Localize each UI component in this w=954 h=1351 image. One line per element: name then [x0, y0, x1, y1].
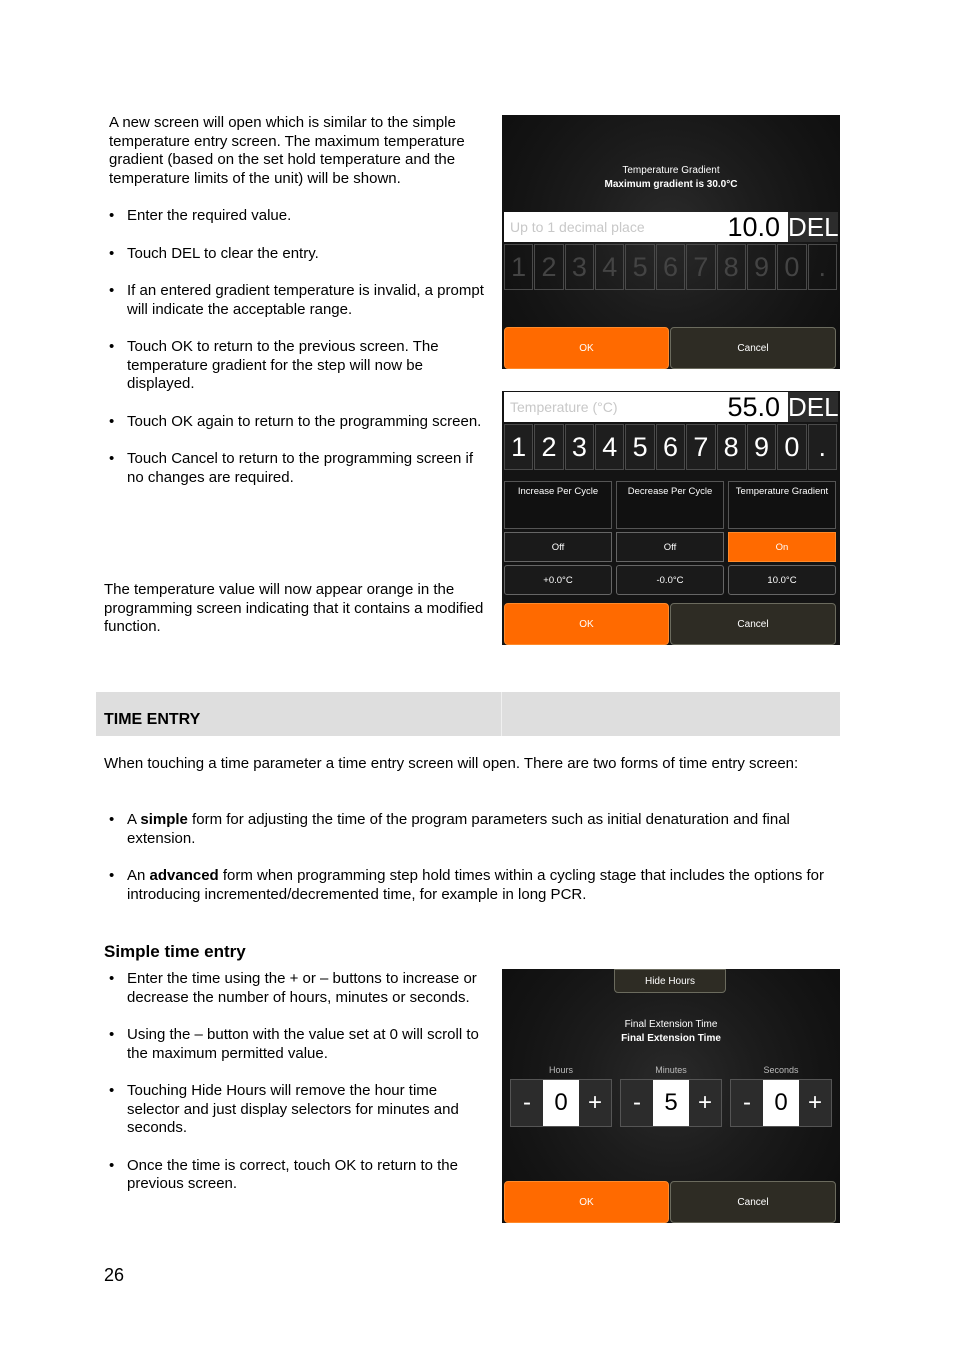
key-3[interactable]: 3: [565, 424, 594, 470]
hours-label: Hours: [548, 1065, 573, 1075]
key-9[interactable]: 9: [747, 424, 776, 470]
key-1[interactable]: 1: [504, 244, 533, 290]
key-1[interactable]: 1: [504, 424, 533, 470]
key-7[interactable]: 7: [686, 424, 715, 470]
minutes-plus-button[interactable]: +: [697, 1089, 712, 1116]
decrease-toggle[interactable]: Off: [616, 532, 724, 562]
screen-subtitle: Final Extension Time: [621, 1033, 721, 1044]
increase-value-button[interactable]: +0.0°C: [504, 565, 612, 595]
seconds-minus-button[interactable]: -: [743, 1089, 751, 1116]
key-2[interactable]: 2: [534, 424, 563, 470]
decrease-per-cycle-column: [616, 481, 724, 595]
list-item: • Enter the time using the + or – buttons to increase or decrease the number of hours, minutes or seconds.: [105, 970, 490, 1007]
screen-title: Final Extension Time: [624, 1019, 718, 1030]
gradient-input[interactable]: [504, 212, 838, 242]
key-3[interactable]: 3: [565, 244, 594, 290]
list-item: • Touch OK to return to the previous screen. The temperature gradient for the step will now be displayed.: [105, 338, 490, 394]
key-dot[interactable]: .: [808, 244, 837, 290]
hours-plus-button[interactable]: +: [587, 1089, 602, 1116]
del-button[interactable]: DEL: [788, 212, 839, 242]
key-9[interactable]: 9: [747, 244, 776, 290]
hours-selector: [510, 1065, 612, 1127]
key-7[interactable]: 7: [686, 244, 715, 290]
hide-hours-button[interactable]: Hide Hours: [614, 969, 726, 993]
cancel-button[interactable]: Cancel: [670, 1181, 836, 1223]
column-heading: Increase Per Cycle: [504, 481, 612, 529]
list-item: • Touch OK again to return to the programming screen.: [105, 413, 490, 432]
screen-title: Temperature Gradient: [622, 165, 720, 176]
list-item: • Touch Cancel to return to the programming screen if no changes are required.: [105, 450, 490, 487]
list-item: • An advanced form when programming step hold times within a cycling stage that includes the options for introducing incremented/decremented time, for example in long PCR.: [105, 867, 825, 904]
cancel-button[interactable]: Cancel: [670, 327, 836, 369]
list-item: • Using the – button with the value set at 0 will scroll to the maximum permitted value.: [105, 1026, 490, 1063]
temperature-gradient-column: [728, 481, 836, 595]
time-forms-list: [105, 811, 825, 923]
key-8[interactable]: 8: [717, 424, 746, 470]
max-gradient-info: Maximum gradient is 30.0°C: [604, 179, 738, 190]
key-5[interactable]: 5: [625, 244, 654, 290]
input-placeholder: Up to 1 decimal place: [510, 219, 645, 235]
input-value: 10.0: [727, 212, 780, 242]
ok-button[interactable]: OK: [504, 327, 669, 369]
minutes-selector: [620, 1065, 722, 1127]
key-5[interactable]: 5: [625, 424, 654, 470]
list-item: • Once the time is correct, touch OK to return to the previous screen.: [105, 1157, 490, 1194]
list-item: • A simple form for adjusting the time of the program parameters such as initial denaturation and final extension.: [105, 811, 825, 848]
column-heading: Decrease Per Cycle: [616, 481, 724, 529]
key-6[interactable]: 6: [656, 424, 685, 470]
del-button[interactable]: DEL: [788, 392, 839, 422]
seconds-value: 0: [763, 1080, 799, 1126]
page-number: 26: [104, 1265, 125, 1285]
key-2[interactable]: 2: [534, 244, 563, 290]
simple-time-instructions: [105, 970, 490, 1213]
list-item: • Touching Hide Hours will remove the hour time selector and just display selectors for minutes and seconds.: [105, 1082, 490, 1138]
seconds-label: Seconds: [763, 1065, 799, 1075]
ok-button[interactable]: OK: [504, 603, 669, 645]
minutes-label: Minutes: [655, 1065, 687, 1075]
gradient-entry-screen: [502, 115, 840, 369]
intro-paragraph: A new screen will open which is similar to the simple temperature entry screen. The maximum temperature gradient (based on the set hold temperature and the temperature limits of the unit) will be shown.: [109, 114, 465, 187]
header-divider: [501, 692, 502, 736]
keypad: [504, 244, 838, 290]
hours-minus-button[interactable]: -: [523, 1089, 531, 1116]
column-heading: Temperature Gradient: [728, 481, 836, 529]
list-item: • Touch DEL to clear the entry.: [105, 245, 490, 264]
cancel-button[interactable]: Cancel: [670, 603, 836, 645]
time-entry-screen: [502, 969, 840, 1223]
minutes-value: 5: [653, 1080, 689, 1126]
increase-toggle[interactable]: Off: [504, 532, 612, 562]
key-8[interactable]: 8: [717, 244, 746, 290]
section-header: [96, 692, 840, 736]
minutes-minus-button[interactable]: -: [633, 1089, 641, 1116]
gradient-toggle[interactable]: On: [728, 532, 836, 562]
seconds-plus-button[interactable]: +: [807, 1089, 822, 1116]
simple-time-heading: Simple time entry: [104, 942, 246, 961]
keypad: [504, 424, 838, 470]
list-item: • If an entered gradient temperature is invalid, a prompt will indicate the acceptable range.: [105, 282, 490, 319]
key-4[interactable]: 4: [595, 424, 624, 470]
time-intro: When touching a time parameter a time entry screen will open. There are two forms of time entry screen:: [104, 755, 799, 772]
key-6[interactable]: 6: [656, 244, 685, 290]
key-dot[interactable]: .: [808, 424, 837, 470]
orange-note: The temperature value will now appear orange in the programming screen indicating that it contains a modified function.: [104, 581, 484, 635]
increase-per-cycle-column: [504, 481, 612, 595]
hours-value: 0: [543, 1080, 579, 1126]
key-0[interactable]: 0: [777, 244, 806, 290]
ok-button[interactable]: OK: [504, 1181, 669, 1223]
key-0[interactable]: 0: [777, 424, 806, 470]
seconds-selector: [730, 1065, 832, 1127]
list-item: • Enter the required value.: [105, 207, 490, 226]
gradient-value-button[interactable]: 10.0°C: [728, 565, 836, 595]
decrease-value-button[interactable]: -0.0°C: [616, 565, 724, 595]
section-title: TIME ENTRY: [104, 711, 201, 728]
temperature-options-screen: [502, 391, 840, 645]
temperature-input[interactable]: [504, 392, 838, 422]
input-value: 55.0: [727, 392, 780, 422]
input-placeholder: Temperature (°C): [510, 399, 618, 415]
gradient-instructions: [105, 207, 490, 506]
key-4[interactable]: 4: [595, 244, 624, 290]
